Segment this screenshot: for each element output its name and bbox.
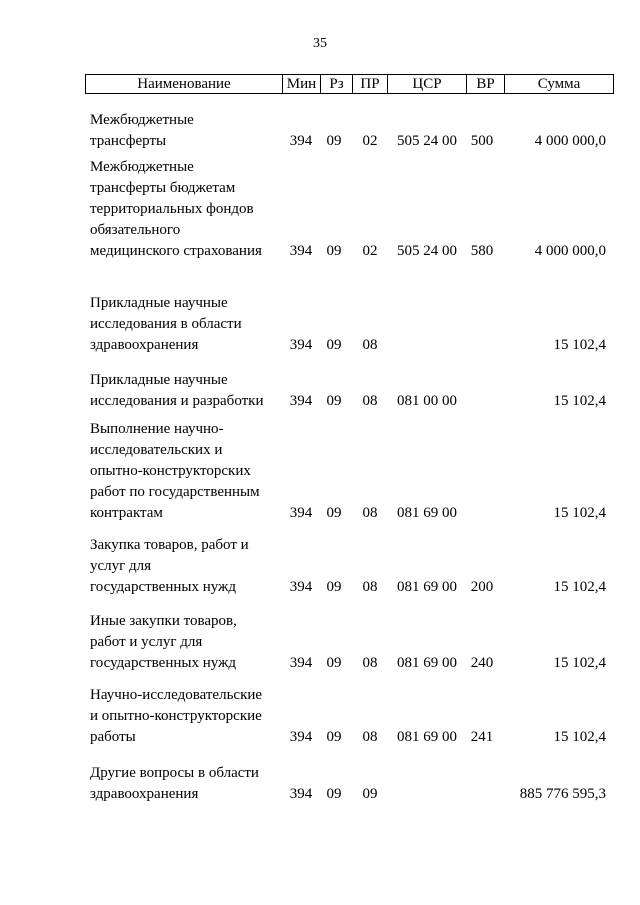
cell-sum: 4 000 000,0 bbox=[534, 243, 606, 259]
cell-vr: 200 bbox=[470, 579, 494, 595]
row-name bbox=[90, 419, 285, 524]
row-name bbox=[90, 370, 285, 412]
table-header bbox=[85, 74, 614, 94]
cell-sum: 15 102,4 bbox=[553, 393, 606, 409]
cell-pr: 09 bbox=[362, 786, 378, 802]
cell-sum: 15 102,4 bbox=[553, 729, 606, 745]
row-name-line: медицинского страхования bbox=[90, 243, 262, 259]
column-header-min: Мин bbox=[283, 75, 321, 93]
row-name-line: Закупка товаров, работ и bbox=[90, 537, 249, 553]
cell-vr: 500 bbox=[470, 133, 494, 149]
row-name-line: контрактам bbox=[90, 505, 163, 521]
cell-rz: 09 bbox=[326, 243, 342, 259]
table-row bbox=[0, 157, 640, 262]
cell-min: 394 bbox=[289, 579, 313, 595]
cell-sum: 15 102,4 bbox=[553, 579, 606, 595]
cell-min: 394 bbox=[289, 655, 313, 671]
column-header-csr: ЦСР bbox=[388, 75, 467, 93]
row-name bbox=[90, 157, 285, 262]
cell-pr: 02 bbox=[362, 133, 378, 149]
row-name-line: работ и услуг для bbox=[90, 634, 203, 650]
row-name-line: Межбюджетные bbox=[90, 159, 194, 175]
page-number: 35 bbox=[313, 36, 327, 51]
cell-sum: 15 102,4 bbox=[553, 505, 606, 521]
cell-sum: 15 102,4 bbox=[553, 337, 606, 353]
table-row bbox=[0, 685, 640, 748]
row-name bbox=[90, 611, 285, 674]
column-header-vr: ВР bbox=[467, 75, 505, 93]
cell-pr: 08 bbox=[362, 579, 378, 595]
row-name-line: территориальных фондов bbox=[90, 201, 254, 217]
column-header-sum: Сумма bbox=[537, 76, 581, 92]
cell-rz: 09 bbox=[326, 133, 342, 149]
row-name-line: государственных нужд bbox=[90, 579, 237, 595]
cell-pr: 08 bbox=[362, 655, 378, 671]
row-name-line: исследовательских и bbox=[90, 442, 223, 458]
row-name-line: Другие вопросы в области bbox=[90, 765, 259, 781]
cell-csr: 081 69 00 bbox=[397, 505, 457, 521]
row-name-line: государственных нужд bbox=[90, 655, 237, 671]
column-header-name: Наименование bbox=[86, 75, 283, 93]
table-row bbox=[0, 293, 640, 356]
row-name-line: услуг для bbox=[90, 558, 152, 574]
row-name-line: опытно-конструкторских bbox=[90, 463, 251, 479]
table-row bbox=[0, 763, 640, 805]
cell-sum: 885 776 595,3 bbox=[519, 786, 606, 802]
cell-min: 394 bbox=[289, 133, 313, 149]
cell-csr: 505 24 00 bbox=[397, 133, 457, 149]
row-name-line: здравоохранения bbox=[90, 786, 199, 802]
cell-pr: 08 bbox=[362, 393, 378, 409]
row-name-line: работ по государственным bbox=[90, 484, 260, 500]
row-name-line: Научно-исследовательские bbox=[90, 687, 263, 703]
cell-min: 394 bbox=[289, 337, 313, 353]
cell-rz: 09 bbox=[326, 729, 342, 745]
cell-rz: 09 bbox=[326, 393, 342, 409]
cell-rz: 09 bbox=[326, 655, 342, 671]
cell-csr: 081 00 00 bbox=[397, 393, 457, 409]
cell-csr: 505 24 00 bbox=[397, 243, 457, 259]
table-row bbox=[0, 419, 640, 524]
row-name-line: исследования в области bbox=[90, 316, 242, 332]
cell-rz: 09 bbox=[326, 505, 342, 521]
column-header-rz: Рз bbox=[321, 75, 353, 93]
cell-min: 394 bbox=[289, 243, 313, 259]
row-name-line: Прикладные научные bbox=[90, 295, 228, 311]
cell-rz: 09 bbox=[326, 337, 342, 353]
row-name-line: трансферты бюджетам bbox=[90, 180, 236, 196]
cell-csr: 081 69 00 bbox=[397, 579, 457, 595]
cell-csr: 081 69 00 bbox=[397, 729, 457, 745]
cell-pr: 08 bbox=[362, 337, 378, 353]
row-name-line: Иные закупки товаров, bbox=[90, 613, 237, 629]
row-name bbox=[90, 535, 285, 598]
row-name bbox=[90, 685, 285, 748]
row-name-line: и опытно-конструкторские bbox=[90, 708, 262, 724]
cell-sum: 4 000 000,0 bbox=[534, 133, 606, 149]
cell-min: 394 bbox=[289, 505, 313, 521]
cell-vr: 241 bbox=[470, 729, 494, 745]
row-name bbox=[90, 110, 285, 152]
row-name-line: работы bbox=[90, 729, 136, 745]
cell-rz: 09 bbox=[326, 786, 342, 802]
column-header-pr: ПР bbox=[353, 75, 388, 93]
table-row bbox=[0, 110, 640, 152]
cell-min: 394 bbox=[289, 729, 313, 745]
row-name-line: Выполнение научно- bbox=[90, 421, 224, 437]
cell-pr: 08 bbox=[362, 505, 378, 521]
row-name-line: Межбюджетные bbox=[90, 112, 194, 128]
cell-vr: 240 bbox=[470, 655, 494, 671]
row-name bbox=[90, 763, 285, 805]
table-row bbox=[0, 535, 640, 598]
row-name bbox=[90, 293, 285, 356]
row-name-line: трансферты bbox=[90, 133, 167, 149]
row-name-line: обязательного bbox=[90, 222, 181, 238]
row-name-line: исследования и разработки bbox=[90, 393, 264, 409]
cell-rz: 09 bbox=[326, 579, 342, 595]
table-row bbox=[0, 370, 640, 412]
cell-pr: 02 bbox=[362, 243, 378, 259]
row-name-line: здравоохранения bbox=[90, 337, 199, 353]
cell-pr: 08 bbox=[362, 729, 378, 745]
cell-csr: 081 69 00 bbox=[397, 655, 457, 671]
table-row bbox=[0, 611, 640, 674]
cell-sum: 15 102,4 bbox=[553, 655, 606, 671]
row-name-line: Прикладные научные bbox=[90, 372, 228, 388]
cell-min: 394 bbox=[289, 393, 313, 409]
cell-vr: 580 bbox=[470, 243, 494, 259]
cell-min: 394 bbox=[289, 786, 313, 802]
